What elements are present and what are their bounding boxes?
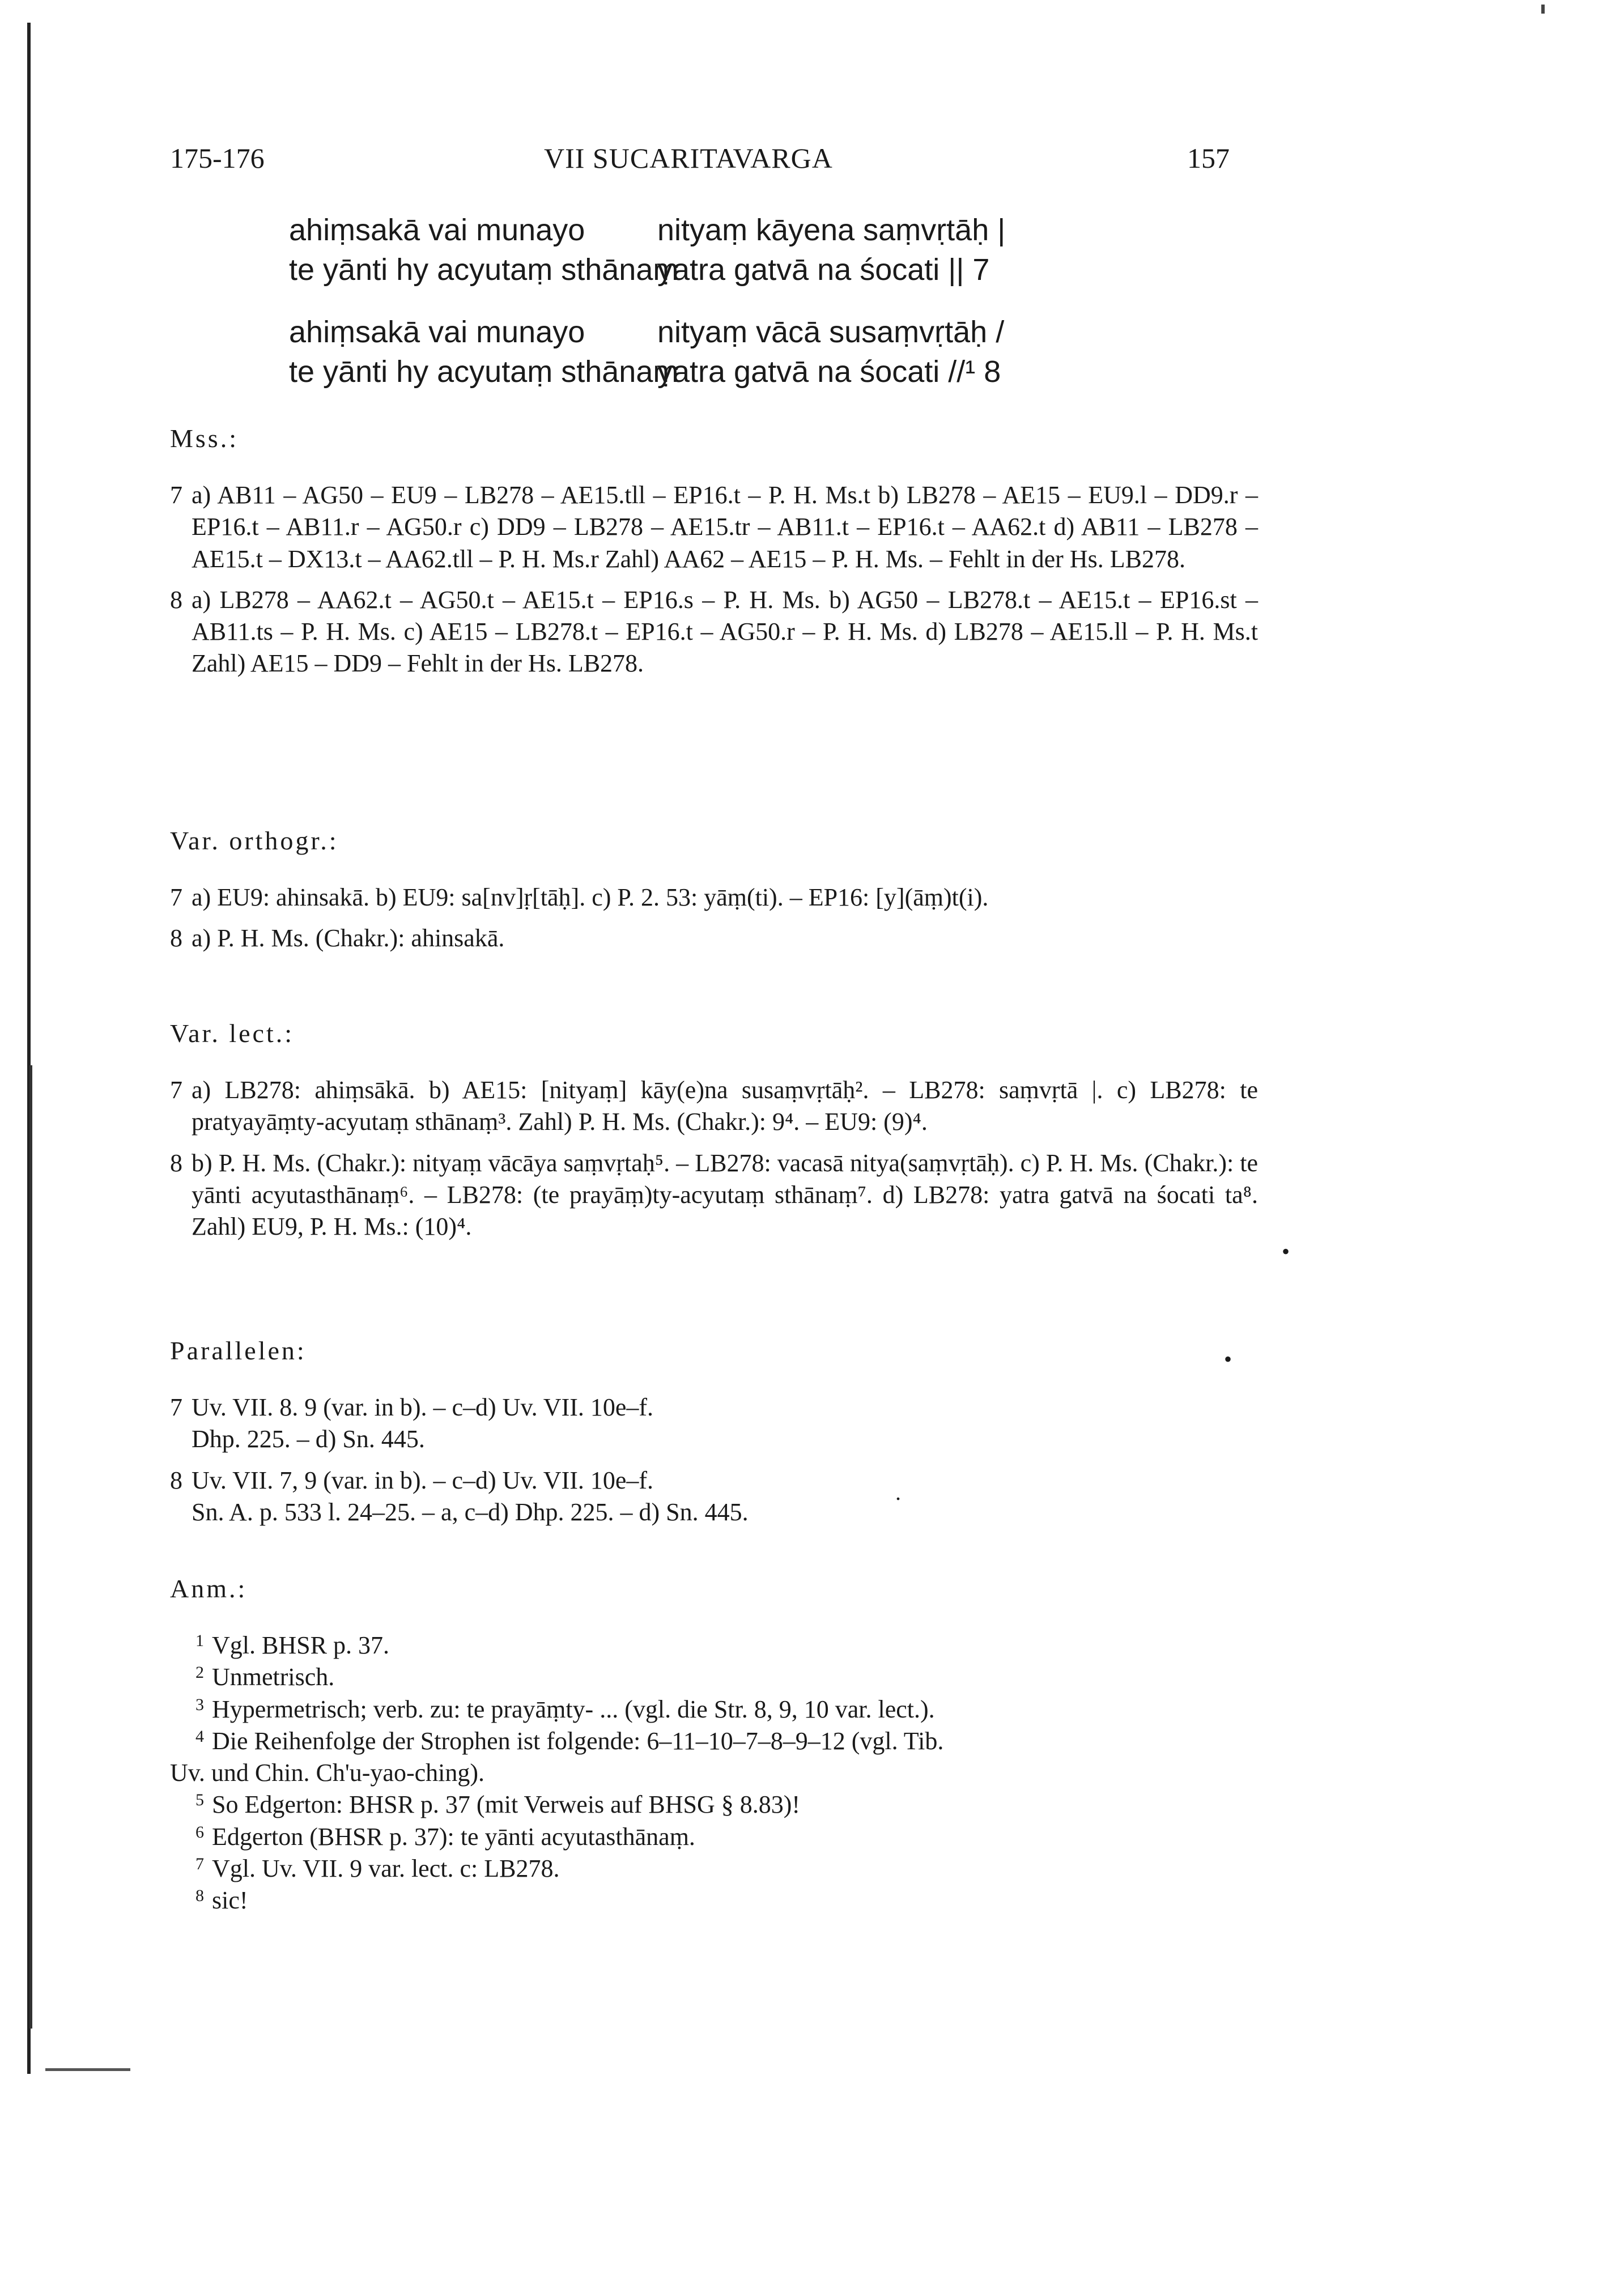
verse-pada-ab: te yānti hy acyutaṃ sthānaṃ xyxy=(289,253,679,287)
verse-number: 7 xyxy=(170,481,182,509)
variant-readings-section xyxy=(170,1017,1258,1252)
apparatus-text: a) LB278 – AA62.t – AG50.t – AE15.t – EP16.s – P. H. Ms. b) AG50 – LB278.t – AE15.t – EP16.st – AB11.ts – P. H. Ms. c) AE15 – LB278.t – EP16.t – AG50.r – P. H. Ms. d) LB278 – AE15.ll – P. H. Ms.t Zahl) AE15 – DD9 – Fehlt in der Hs. LB278. xyxy=(192,585,1258,678)
footnote-text: So Edgerton: BHSR p. 37 (mit Verweis auf BHSG § 8.83)! xyxy=(212,1791,801,1819)
section-heading: Var. lect.: xyxy=(170,1019,294,1048)
manuscripts-section xyxy=(170,422,1258,689)
running-title: VII SUCARITAVARGA xyxy=(544,142,833,174)
apparatus-text: a) EU9: ahinsakā. b) EU9: sa[nv]ṛ[tāḥ]. c) P. 2. 53: yāṃ(ti). – EP16: [y](āṃ)t(i). xyxy=(192,883,989,911)
notes-section xyxy=(170,1572,1258,1917)
verse-line xyxy=(289,252,1252,292)
footnote-number: 5 xyxy=(195,1791,204,1810)
apparatus-entry xyxy=(170,922,1258,954)
apparatus-entry xyxy=(170,1074,1258,1138)
footnote xyxy=(170,1661,1258,1693)
apparatus-entry xyxy=(170,882,1258,913)
footnote xyxy=(170,1821,1258,1853)
verse-line xyxy=(289,212,1252,252)
verse-number: 8 xyxy=(170,1149,182,1177)
verse-number: 7 xyxy=(170,1075,182,1104)
orthographic-variants-section xyxy=(170,824,1258,964)
footnote-text: sic! xyxy=(212,1886,248,1915)
footnote xyxy=(170,1885,1258,1916)
footnote-continuation: Uv. und Chin. Ch'u-yao-ching). xyxy=(170,1759,485,1787)
verse-number: 7 xyxy=(170,883,182,911)
scan-edge-left-lower xyxy=(29,1065,32,2029)
apparatus-text: a) LB278: ahiṃsākā. b) AE15: [nityaṃ] kāy(e)na susaṃvṛtāḥ². – LB278: saṃvṛtā |. c) LB278: te pratyayāṃty-acyutaṃ sthānaṃ³. Zahl) P. H. Ms. (Chakr.): 9⁴. – EU9: (9)⁴. xyxy=(192,1075,1258,1136)
section-heading: Mss.: xyxy=(170,424,239,453)
footnote-number: 4 xyxy=(195,1727,204,1746)
verse-pada-cd: nityaṃ vācā susaṃvṛtāḥ / xyxy=(657,315,1005,349)
verse-pada-cd: yatra gatvā na śocati //¹ 8 xyxy=(657,355,1001,389)
section-heading: Anm.: xyxy=(170,1574,248,1603)
parallel-entry xyxy=(170,1392,1258,1456)
parallel-text-block xyxy=(192,1465,1258,1529)
verse-line xyxy=(289,314,1252,354)
footnote-text: Edgerton (BHSR p. 37): te yānti acyutasthānaṃ. xyxy=(212,1822,695,1851)
footnote-number: 1 xyxy=(195,1631,204,1650)
apparatus-text: a) P. H. Ms. (Chakr.): ahinsakā. xyxy=(192,924,505,953)
footnote-number: 6 xyxy=(195,1822,204,1842)
apparatus-entry xyxy=(170,1147,1258,1243)
verse-pada-cd: yatra gatvā na śocati || 7 xyxy=(657,253,990,287)
apparatus-text: b) P. H. Ms. (Chakr.): nityaṃ vācāya saṃvṛtaḥ⁵. – LB278: vacasā nitya(saṃvṛtāḥ). c) P. H. Ms. (Chakr.): te yānti acyutasthānaṃ⁶. – LB278: (te prayāṃ)ty-acyutaṃ sthānaṃ⁷. d) LB278: yatra gatvā na śocati ta⁸. Zahl) EU9, P. H. Ms.: (10)⁴. xyxy=(192,1149,1258,1241)
stanza-8 xyxy=(289,314,1252,394)
verse-number: 7 xyxy=(170,1393,182,1421)
verse-pada-ab: ahiṃsakā vai munayo xyxy=(289,315,585,349)
footnote xyxy=(170,1630,1258,1661)
footnote-number: 7 xyxy=(195,1855,204,1874)
verse-number: 8 xyxy=(170,924,182,953)
verse-pada-ab: te yānti hy acyutaṃ sthānaṃ xyxy=(289,355,679,389)
running-header xyxy=(170,142,1264,176)
section-heading: Var. orthogr.: xyxy=(170,826,339,855)
footnote xyxy=(170,1853,1258,1885)
footnote-text: Unmetrisch. xyxy=(212,1663,335,1691)
parallel-entry xyxy=(170,1465,1258,1529)
footnote-number: 3 xyxy=(195,1695,204,1714)
verse-number: 8 xyxy=(170,1466,182,1494)
footnote-number: 2 xyxy=(195,1663,204,1682)
apparatus-entry xyxy=(170,584,1258,680)
verse-pada-cd: nityaṃ kāyena saṃvṛtāḥ | xyxy=(657,213,1006,247)
footnote xyxy=(170,1694,1258,1725)
footnote-text: Hypermetrisch; verb. zu: te prayāṃty- ... (vgl. die Str. 8, 9, 10 var. lect.). xyxy=(212,1695,935,1723)
section-heading: Parallelen: xyxy=(170,1336,307,1365)
parallel-line: Dhp. 225. – d) Sn. 445. xyxy=(192,1425,425,1453)
scan-dot: . xyxy=(895,1479,901,1505)
footnote xyxy=(170,1789,1258,1821)
scan-dot: • xyxy=(1224,1346,1232,1372)
page-range: 175-176 xyxy=(170,142,265,174)
scan-mark-top xyxy=(1541,5,1545,14)
apparatus-text: a) AB11 – AG50 – EU9 – LB278 – AE15.tll – EP16.t – P. H. Ms.t b) LB278 – AE15 – EU9.l – DD9.r – EP16.t – AB11.r – AG50.r c) DD9 – LB278 – AE15.tr – AB11.t – EP16.t – AA62.t d) AB11 – LB278 – AE15.t – DX13.t – AA62.tll – P. H. Ms.r Zahl) AA62 – AE15 – P. H. Ms. – Fehlt in der Hs. LB278. xyxy=(192,481,1258,573)
parallel-line: Sn. A. p. 533 l. 24–25. – a, c–d) Dhp. 225. – d) Sn. 445. xyxy=(192,1498,749,1526)
verse-block xyxy=(289,212,1252,416)
verse-pada-ab: ahiṃsakā vai munayo xyxy=(289,213,585,247)
footnote-text: Vgl. BHSR p. 37. xyxy=(212,1631,389,1659)
stanza-7 xyxy=(289,212,1252,292)
footnote xyxy=(170,1725,1258,1757)
scan-mark-bottom xyxy=(45,2068,130,2071)
verse-number: 8 xyxy=(170,585,182,614)
scan-dot: • xyxy=(1282,1239,1290,1264)
page-number: 157 xyxy=(1187,142,1230,174)
apparatus-entry xyxy=(170,479,1258,575)
parallel-text-block xyxy=(192,1392,1258,1456)
footnote-text: Die Reihenfolge der Strophen ist folgende: 6–11–10–7–8–9–12 (vgl. Tib. xyxy=(212,1727,944,1755)
footnote-number: 8 xyxy=(195,1886,204,1906)
parallel-line: Uv. VII. 8. 9 (var. in b). – c–d) Uv. VII. 10e–f. xyxy=(192,1393,654,1421)
parallels-section xyxy=(170,1334,1258,1537)
verse-line xyxy=(289,354,1252,394)
footnote-text: Vgl. Uv. VII. 9 var. lect. c: LB278. xyxy=(212,1855,560,1883)
parallel-line: Uv. VII. 7, 9 (var. in b). – c–d) Uv. VII. 10e–f. xyxy=(192,1466,654,1494)
